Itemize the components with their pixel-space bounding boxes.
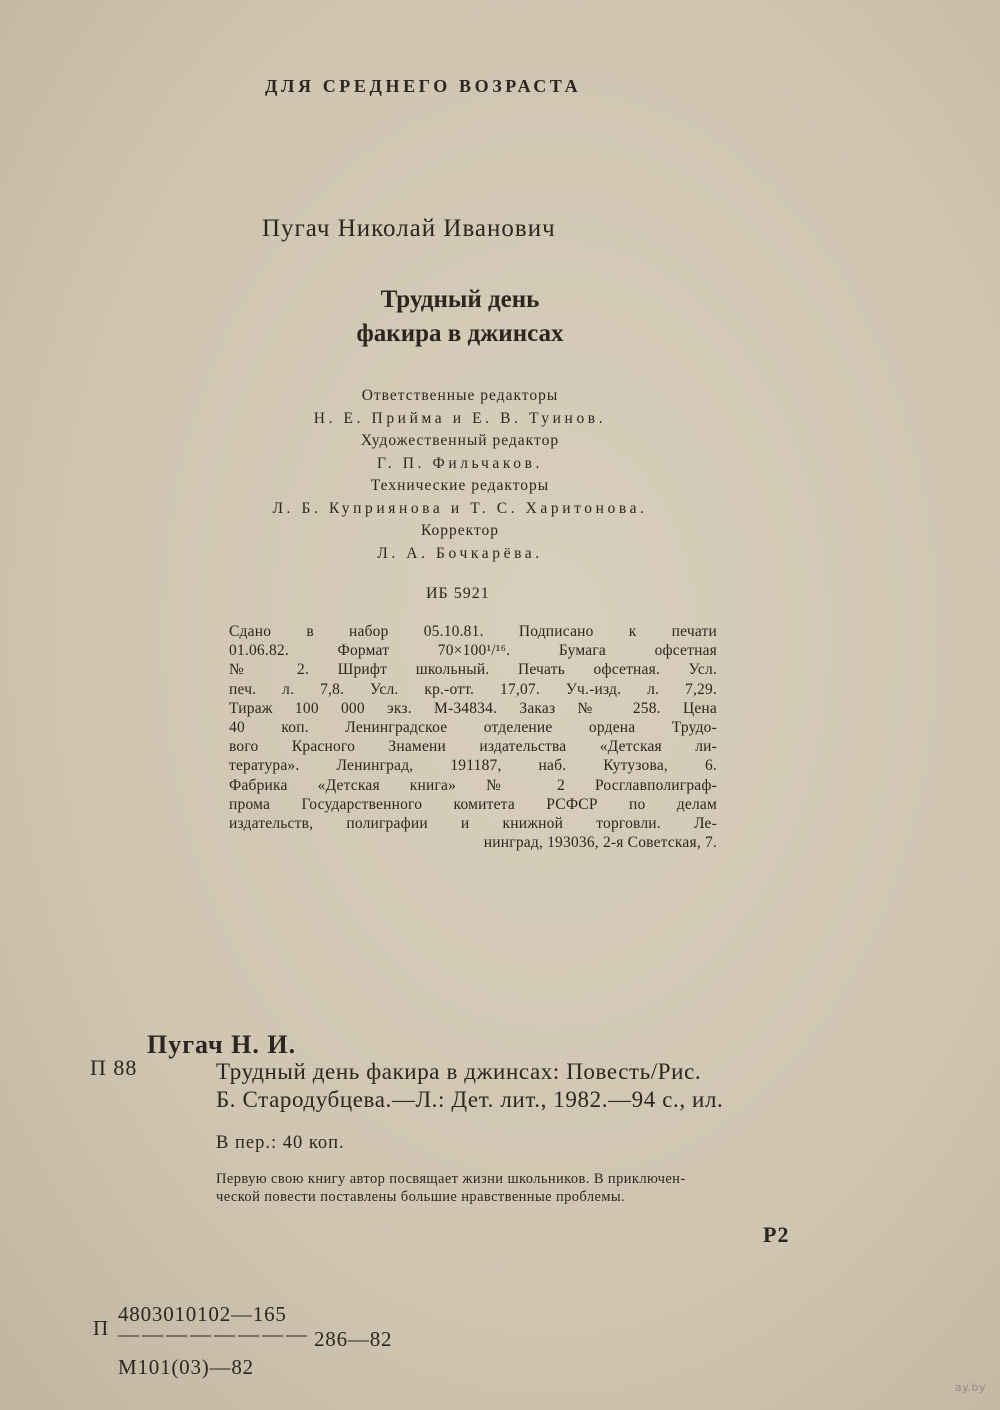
imprint-line: Сдано в набор 05.10.81. Подписано к печати [229,623,717,640]
editors-names: Н. Е. Прийма и Е. В. Туинов. [313,409,607,427]
catalog-index: П 88 [90,1055,138,1080]
code-fraction-line: ———————— [118,1322,310,1346]
title-line-2: факира в джинсах [356,320,564,347]
code-prefix: П [93,1316,109,1340]
series-heading: ДЛЯ СРЕДНЕГО ВОЗРАСТА [265,76,582,96]
annotation-line: ческой повести поставлены большие нравственные проблемы. [216,1189,626,1205]
imprint-line: тература». Ленинград, 191187, наб. Кутузова, 6. [229,757,717,775]
imprint-line: Тираж 100 000 экз. М-34834. Заказ № 258. Цена [229,699,717,717]
annotation-line: Первую свою книгу автор посвящает жизни школьников. В приключен- [216,1171,686,1187]
watermark: ay.by [954,1381,986,1394]
credits-block [200,385,720,565]
corrector-label: Корректор [420,522,500,539]
bbk-index: Р2 [763,1222,790,1247]
catalog-description [216,1058,723,1113]
art-editor-label: Художественный редактор [360,432,560,449]
art-editor-name: Г. П. Фильчаков. [376,454,544,472]
title-line-1: Трудный день [380,286,540,313]
ib-number: ИБ 5921 [426,585,490,602]
imprint-line: издательств, полиграфии и книжной торговли. Ле- [229,815,717,833]
tech-editors-names: Л. Б. Куприянова и Т. С. Харитонова. [272,499,648,517]
imprint-line: № 2. Шрифт школьный. Печать офсетная. Усл. [229,661,717,679]
code-numerator: 4803010102—165 [118,1302,287,1326]
imprint-line: прома Государственного комитета РСФСР по делам [229,795,717,813]
annotation [216,1170,686,1206]
author-name: Пугач Николай Иванович [262,215,556,242]
imprint-block [229,622,717,852]
code-year: 286—82 [314,1327,393,1351]
imprint-line: печ. л. 7,8. Усл. кр.-отт. 17,07. Уч.-изд. л. 7,29. [229,680,717,698]
corrector-name: Л. А. Бочкарёва. [377,544,543,562]
catalog-author: Пугач Н. И. [147,1030,297,1059]
imprint-line: 01.06.82. Формат 70×100¹/¹⁶. Бумага офсетная [229,642,717,660]
imprint-line: Фабрика «Детская книга» № 2 Росглавполиграф- [229,776,717,794]
imprint-line: 40 коп. Ленинградское отделение ордена Трудо- [229,719,717,737]
editors-label: Ответственные редакторы [361,387,559,404]
catalog-desc-line: Б. Стародубцева.—Л.: Дет. лит., 1982.—94 с., ил. [216,1086,724,1112]
imprint-line: вого Красного Знамени издательства «Детская ли- [229,738,717,756]
imprint-line: нинград, 193036, 2-я Советская, 7. [483,834,717,852]
catalog-price: В пер.: 40 коп. [216,1133,345,1153]
catalog-desc-line: Трудный день факира в джинсах: Повесть/Рис. [216,1059,702,1084]
code-denominator: М101(03)—82 [118,1355,254,1379]
tech-editors-label: Технические редакторы [370,477,550,494]
book-title [300,283,620,351]
